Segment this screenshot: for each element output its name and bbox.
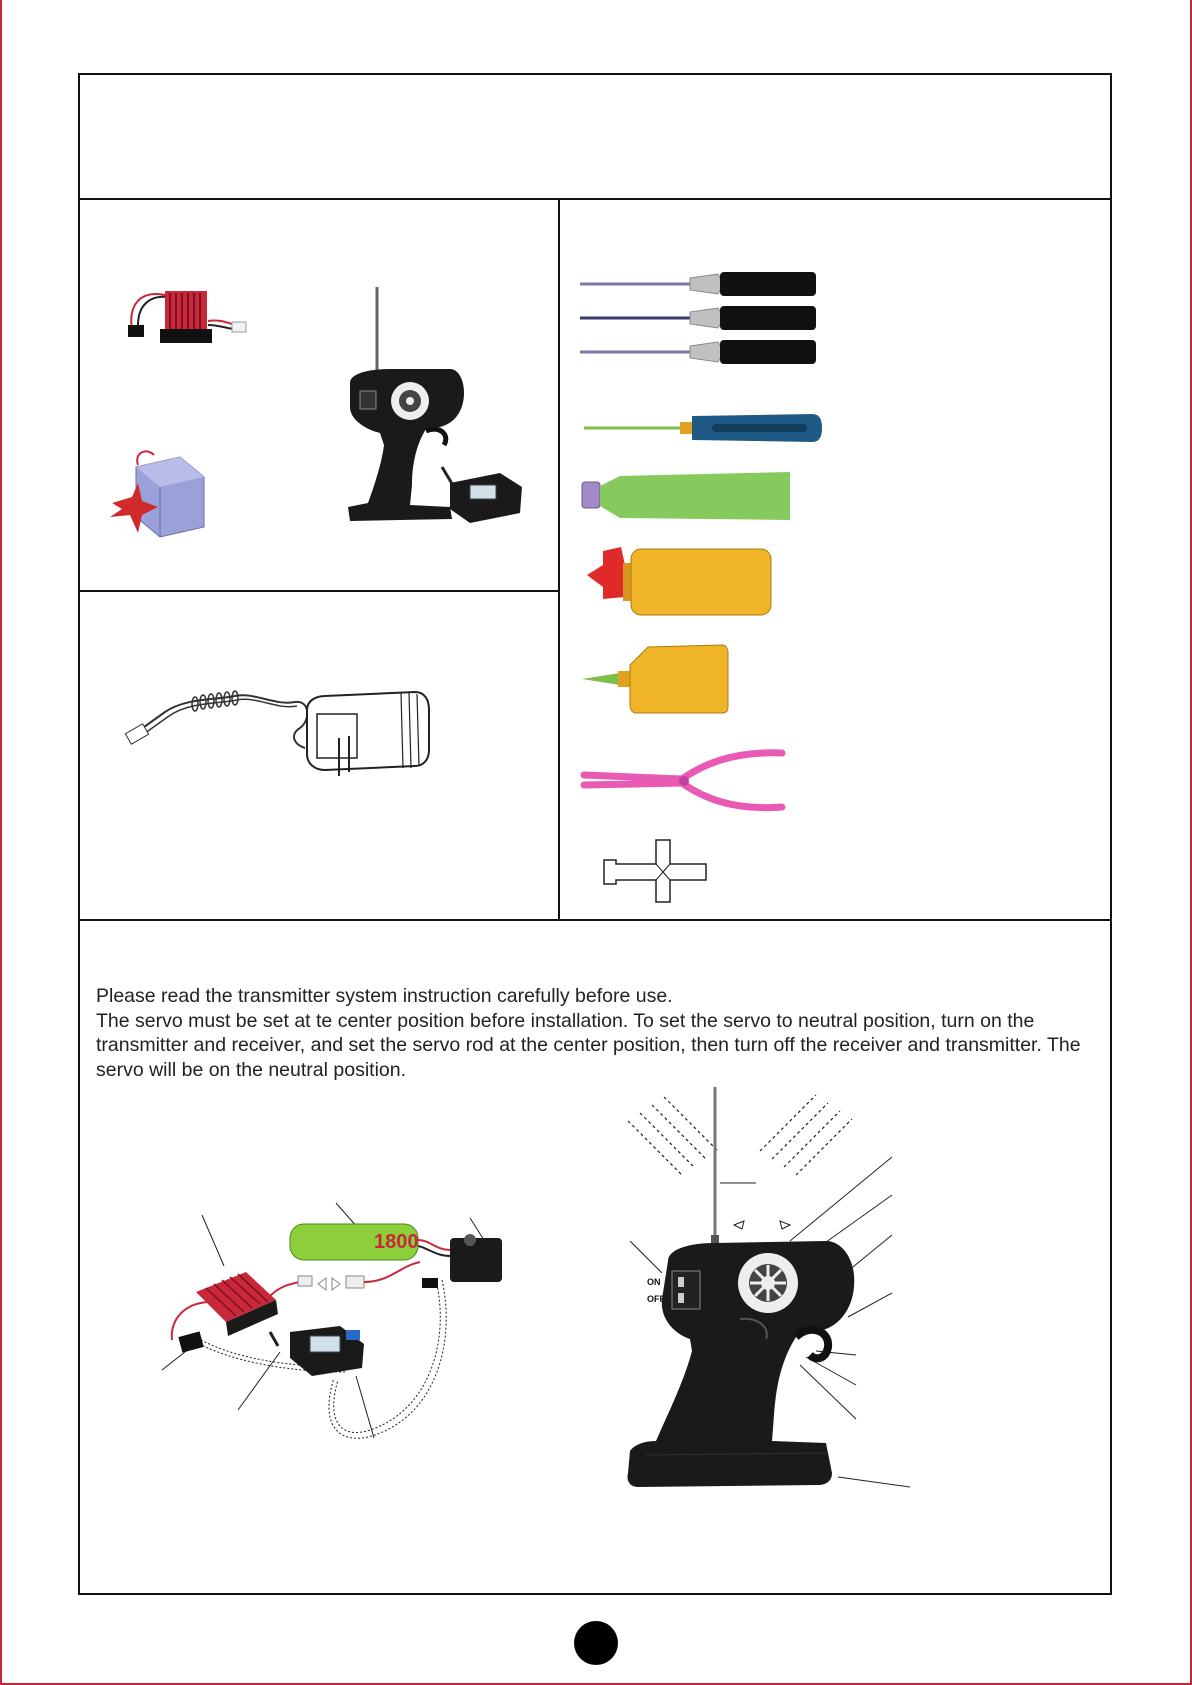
wiring-diagram-icon bbox=[150, 1200, 550, 1450]
transmitter-control-diagram bbox=[620, 1085, 920, 1495]
header-divider bbox=[78, 198, 1112, 200]
charger-icon bbox=[125, 680, 435, 780]
instruction-line-1: Please read the transmitter system instruction carefully before use. bbox=[96, 985, 673, 1007]
middle-divider-left bbox=[78, 590, 559, 592]
receiver-icon bbox=[440, 465, 525, 525]
installation-instructions bbox=[96, 984, 1096, 1082]
switch-off-label: OFF bbox=[647, 1294, 665, 1304]
screwdriver-icon bbox=[582, 410, 822, 446]
page-border-left bbox=[0, 0, 2, 1685]
section-divider bbox=[78, 919, 1112, 921]
pliers-icon bbox=[582, 745, 787, 820]
column-divider bbox=[558, 198, 560, 920]
switch-on-label: ON bbox=[647, 1277, 661, 1287]
oil-bottle-icon bbox=[585, 545, 775, 620]
page-number-marker bbox=[574, 1621, 618, 1665]
instruction-line-2: The servo must be set at te center position before installation. To set the servo to neutral position, turn on the transmitter and receiver, and set the servo rod at the center position, then turn off the receiver and transmitter. The servo will be on the neutral position. bbox=[96, 1009, 1081, 1081]
grease-tube-icon bbox=[580, 470, 795, 525]
hex-driver-icon bbox=[578, 270, 818, 370]
esc-icon bbox=[120, 285, 250, 355]
cross-wrench-icon bbox=[600, 838, 710, 904]
glue-bottle-icon bbox=[580, 643, 730, 715]
servo-icon bbox=[108, 445, 208, 555]
battery-capacity-label: 1800 bbox=[374, 1231, 419, 1253]
